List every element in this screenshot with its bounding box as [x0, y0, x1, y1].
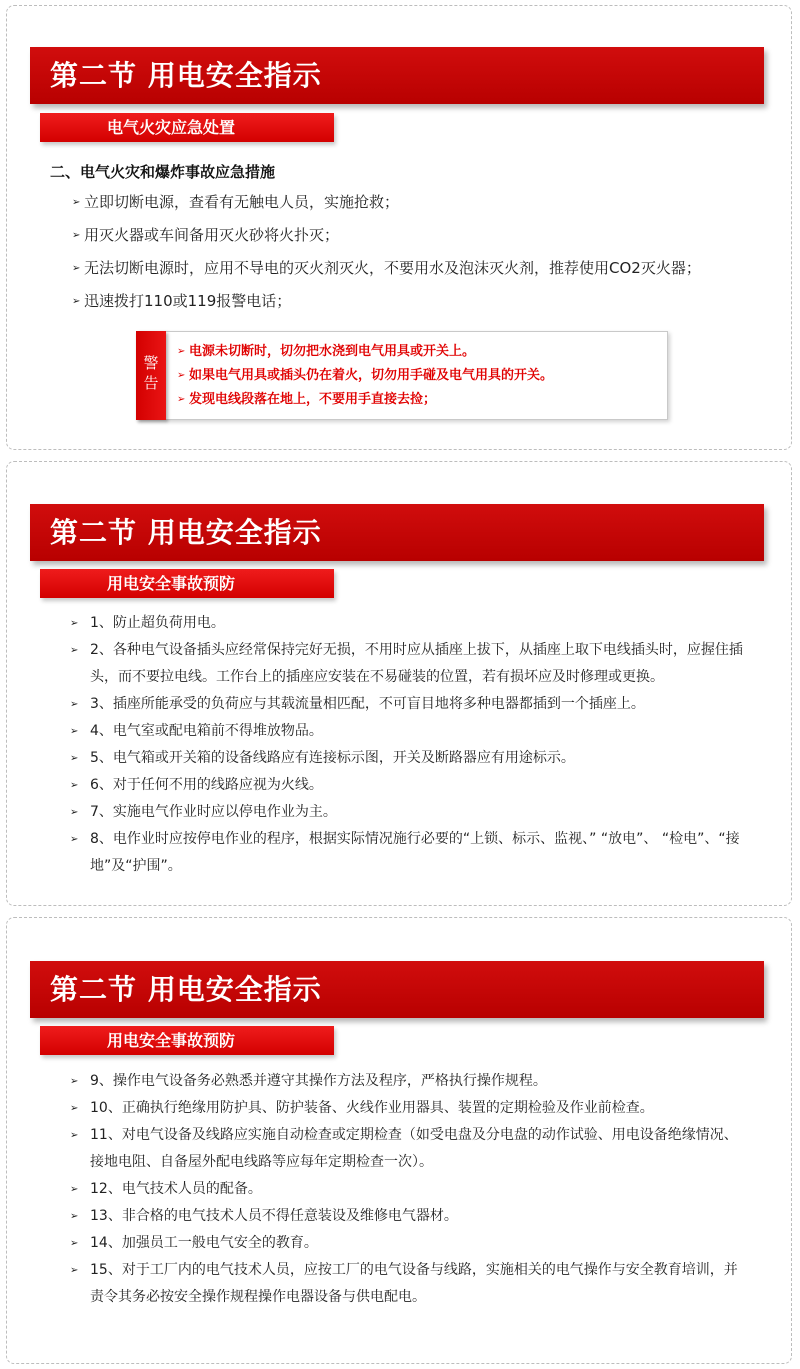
section-header-2: 第二节 用电安全指示: [30, 504, 764, 561]
warning-label-char: 告: [143, 374, 159, 392]
subtab-fire-emergency: 电气火灾应急处置: [40, 113, 334, 142]
section-header-3: 第二节 用电安全指示: [30, 961, 764, 1018]
emergency-measures-list: [72, 186, 772, 318]
list-item: ➢ 11、对电气设备及线路应实施自动检查或定期检查（如受电盘及分电盘的动作试验、用电设备绝缘情况、接地电阻、自备屋外配电线路等应每年定期检查一次）。: [70, 1122, 750, 1176]
list-item: ➢ 14、加强员工一般电气安全的教育。: [70, 1230, 750, 1257]
list-item: ➢ 8、电作业时应按停电作业的程序，根据实际情况施行必要的“上锁、标示、监视、” “放电”、 “检电”、“接地”及“护围”。: [70, 826, 750, 880]
subtab-accident-prevention-2: 用电安全事故预防: [40, 1026, 334, 1055]
list-item: ➢ 10、正确执行绝缘用防护具、防护装备、火线作业用器具、装置的定期检验及作业前检查。: [70, 1095, 750, 1122]
list-item: ➢ 5、电气箱或开关箱的设备线路应有连接标示图，开关及断路器应有用途标示。: [70, 745, 750, 772]
list-item: ➢ 15、对于工厂内的电气技术人员，应按工厂的电气设备与线路，实施相关的电气操作与安全教育培训，并责令其务必按安全操作规程操作电器设备与供电配电。: [70, 1257, 750, 1311]
list-item: ➢ 4、电气室或配电箱前不得堆放物品。: [70, 718, 750, 745]
prevention-list-1: [70, 610, 750, 880]
warning-item: ➢ 发现电线段落在地上，不要用手直接去捡；: [177, 388, 553, 412]
section-header-1: 第二节 用电安全指示: [30, 47, 764, 104]
warning-label-char: 警: [143, 354, 159, 372]
subtab-accident-prevention-1: 用电安全事故预防: [40, 569, 334, 598]
list-item: ➢ 迅速拨打110或119报警电话；: [72, 285, 772, 318]
warning-item: ➢ 电源未切断时，切勿把水浇到电气用具或开关上。: [177, 340, 553, 364]
list-item: ➢ 13、非合格的电气技术人员不得任意装设及维修电气器材。: [70, 1203, 750, 1230]
warning-label: [136, 331, 166, 420]
emergency-measures-heading: 二、电气火灾和爆炸事故应急措施: [50, 163, 276, 181]
list-item: ➢ 3、插座所能承受的负荷应与其载流量相匹配，不可盲目地将多种电器都插到一个插座上。: [70, 691, 750, 718]
warning-box: [136, 331, 668, 420]
warning-list: [177, 340, 553, 412]
warning-item: ➢ 如果电气用具或插头仍在着火，切勿用手碰及电气用具的开关。: [177, 364, 553, 388]
list-item: ➢ 2、各种电气设备插头应经常保持完好无损，不用时应从插座上拔下，从插座上取下电线插头时，应握住插头，而不要拉电线。工作台上的插座应安装在不易碰装的位置，若有损坏应及时修理或更换。: [70, 637, 750, 691]
list-item: ➢ 6、对于任何不用的线路应视为火线。: [70, 772, 750, 799]
list-item: ➢ 1、防止超负荷用电。: [70, 610, 750, 637]
prevention-list-2: [70, 1068, 750, 1311]
list-item: ➢ 无法切断电源时，应用不导电的灭火剂灭火，不要用水及泡沫灭火剂，推荐使用CO2灭火器；: [72, 252, 772, 285]
list-item: ➢ 7、实施电气作业时应以停电作业为主。: [70, 799, 750, 826]
list-item: ➢ 9、操作电气设备务必熟悉并遵守其操作方法及程序，严格执行操作规程。: [70, 1068, 750, 1095]
list-item: ➢ 用灭火器或车间备用灭火砂将火扑灭；: [72, 219, 772, 252]
list-item: ➢ 立即切断电源，查看有无触电人员，实施抢救；: [72, 186, 772, 219]
list-item: ➢ 12、电气技术人员的配备。: [70, 1176, 750, 1203]
